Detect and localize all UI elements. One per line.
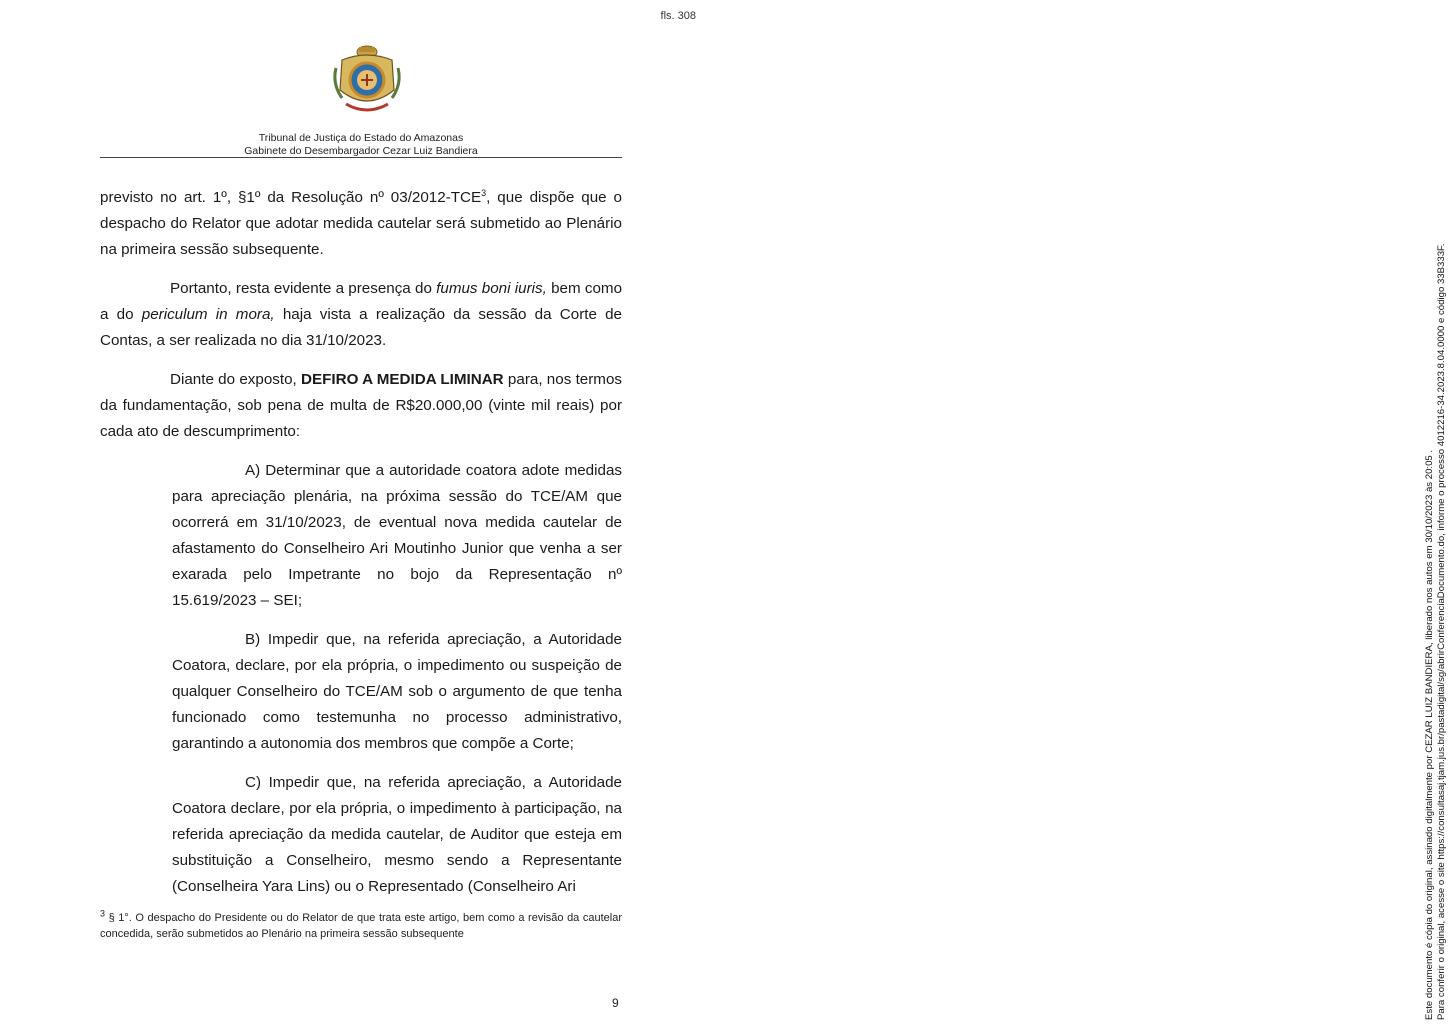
footnote-text: § 1°. O despacho do Presidente ou do Relator de que trata este artigo, bem como a revisão da cautelar concedida, serão submetidos ao Plenário na primeira sessão subsequente xyxy=(100,912,622,940)
authenticity-note xyxy=(1424,10,1448,1020)
paragraph-text: Diante do exposto, xyxy=(170,371,302,388)
latin-term: periculum in mora, xyxy=(141,306,275,323)
order-item-b: B) Impedir que, na referida apreciação, a Autoridade Coatora, declare, por ela própria, o impedimento ou suspeição de qualquer Conselheiro do TCE/AM sob o argumento de que tenha funcionado como testemunha no processo administrativo, garantindo a autonomia dos membros que compõe a Corte; xyxy=(172,631,622,752)
latin-term: fumus boni iuris, xyxy=(436,280,547,297)
paragraph-text: bem como a do xyxy=(100,280,623,323)
header-office-name: Gabinete do Desembargador Cezar Luiz Bandiera xyxy=(244,145,478,157)
paragraph-decision xyxy=(100,367,622,445)
decision-emphasis: DEFIRO A MEDIDA LIMINAR xyxy=(301,371,504,388)
order-item-c: C) Impedir que, na referida apreciação, a Autoridade Coatora declare, por ela própria, o impedimento à participação, na referida apreciação da medida cautelar, de Auditor que esteja em substituição a Conselheiro, mesmo sendo a Representante (Conselheira Yara Lins) ou o Representado (Conselheiro Ari xyxy=(172,774,622,895)
document-header xyxy=(100,132,622,158)
paragraph-text: previsto no art. 1º, §1º da Resolução nº 03/2012-TCE xyxy=(100,189,482,206)
paragraph-text: , que dispõe que o despacho do Relator que adotar medida cautelar será submetido ao Plenário na primeira sessão subsequente. xyxy=(100,189,622,258)
court-seal-emblem xyxy=(330,38,404,118)
header-court-name: Tribunal de Justiça do Estado do Amazonas xyxy=(258,132,464,144)
paragraph-fumus xyxy=(100,276,622,354)
footnote-marker: 3 xyxy=(100,908,106,919)
document-body xyxy=(100,185,622,900)
header-divider xyxy=(100,157,622,158)
order-item-a: A) Determinar que a autoridade coatora adote medidas para apreciação plenária, na próxima sessão do TCE/AM que ocorrerá em 31/10/2023, de eventual nova medida cautelar de afastamento do Conselheiro Ari Moutinho Junior que venha a ser exarada pelo Impetrante no bojo da Representação nº 15.619/2023 – SEI; xyxy=(172,462,622,609)
paragraph-resolution xyxy=(100,185,622,263)
paragraph-text: haja vista a realização da sessão da Corte de Contas, a ser realizada no dia 31/10/2023. xyxy=(100,306,623,349)
footnote-reference: 3 xyxy=(481,187,487,198)
paragraph-text: Portanto, resta evidente a presença do xyxy=(170,280,437,297)
signature-notice: Este documento é cópia do original, assinado digitalmente por CEZAR LUIZ BANDIERA, liberado nos autos em 30/10/2023 às 20:05 . xyxy=(1424,449,1435,1020)
verification-notice: Para conferir o original, acesse o site https://consultasaj.tjam.jus.br/pastadigital/sg/abrirConferenciaDocumento.do, informe o processo 4012216-34.2023.8.04.0000 e código 33B333F. xyxy=(1436,243,1447,1020)
authenticity-sidebar xyxy=(700,0,1447,1024)
footnote xyxy=(100,910,622,942)
page-number: 9 xyxy=(612,996,619,1010)
paragraph-text: para, nos termos da fundamentação, sob pena de multa de R$20.000,00 (vinte mil reais) por cada ato de descumprimento: xyxy=(100,371,622,440)
folio-number: fls. 308 xyxy=(660,10,696,22)
